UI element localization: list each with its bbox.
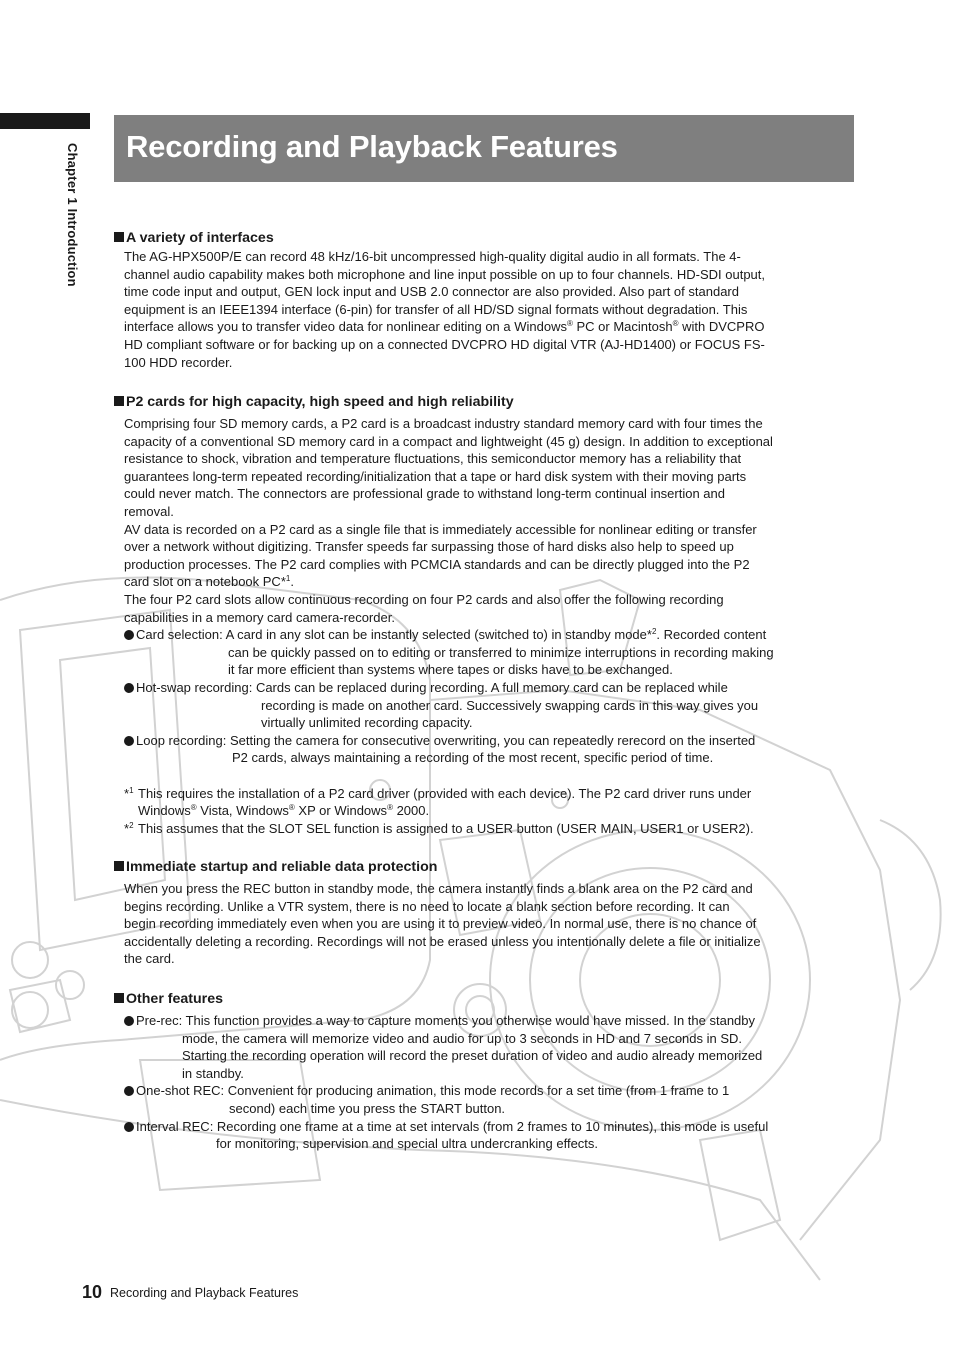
round-bullet-icon xyxy=(124,736,134,746)
section-startup xyxy=(114,858,858,968)
bullet-card-selection: Card selection: A card in any slot can be instantly selected (switched to) in standby mode*$^2$. Recorded content can be quickly passed on to editing or transferred to minimize interruptions in recording making it far more efficient than systems where tapes or disks have to be exchanged. xyxy=(124,626,858,679)
paragraph-line: card slot on a notebook PC*$^1$. xyxy=(124,574,294,590)
footnote-2: *$^2$ This assumes that the SLOT SEL function is assigned to a USER button (USER MAIN, USER1 or USER2). xyxy=(124,821,754,837)
footer-label: Recording and Playback Features xyxy=(110,1286,299,1300)
section-other-features xyxy=(114,990,858,1153)
round-bullet-icon xyxy=(124,1086,134,1096)
paragraph-line: channel audio capability makes both microphone and line input possible on up to four channels. HD-SDI output, xyxy=(124,266,766,282)
paragraph-line: removal. xyxy=(124,503,174,519)
square-bullet-icon xyxy=(114,232,124,242)
bullet-loop-recording: Loop recording: Setting the camera for consecutive overwriting, you can repeatedly rerecord on the inserted P2 cards, always maintaining a recording of the most recent, specific period of time. xyxy=(124,732,858,767)
title-bar xyxy=(114,115,854,182)
page-title: Recording and Playback Features xyxy=(126,129,618,164)
round-bullet-icon xyxy=(124,1016,134,1026)
paragraph-line: interface allows you to transfer video data for nonlinear editing on a Windows® PC or Macintosh® with DVCPRO xyxy=(124,319,765,335)
page-number: 10 xyxy=(82,1282,103,1302)
section-body xyxy=(114,1012,858,1153)
square-bullet-icon xyxy=(114,396,124,406)
paragraph-line: over a network without digitizing. Transfer speeds far surpassing those of hard disks also help to speed up xyxy=(124,539,734,555)
paragraph-line: guarantees long-term repeated recording/initialization that a tape or hard disk system with their moving parts xyxy=(124,468,747,484)
paragraph-line: HD compliant software or for backing up on a connected DVCPRO HD digital VTR (AJ-HD1400) or FOCUS FS- xyxy=(124,336,765,352)
paragraph-line: time code input and output, GEN lock input and USB 2.0 connector are also provided. Also part of standard xyxy=(124,284,739,300)
bullet-pre-rec: Pre-rec: This function provides a way to capture moments you otherwise would have missed. In the standby mode, the camera will memorize video and audio for up to 3 seconds in HD and 7 seconds in SD. Starting the recording operation will record the preset duration of video and audio already memorized in standby. xyxy=(124,1012,858,1082)
section-body xyxy=(114,880,858,968)
section-body xyxy=(114,248,858,371)
section-heading: Immediate startup and reliable data protection xyxy=(114,858,858,876)
paragraph-line: production processes. The P2 card complies with PCMCIA standards and can be directly plugged into the P2 xyxy=(124,556,750,572)
square-bullet-icon xyxy=(114,993,124,1003)
page-footer xyxy=(82,1282,298,1303)
paragraph-line: capabilities in a memory card camera-recorder. xyxy=(124,609,395,625)
bullet-interval-rec: Interval REC: Recording one frame at a time at set intervals (from 2 frames to 10 minutes), this mode is useful for monitoring, supervision and special ultra undercranking effects. xyxy=(124,1118,858,1153)
paragraph-line: begin recording immediately even when you are using it to preview video. In normal use, there is no chance of xyxy=(124,916,757,932)
section-p2-cards xyxy=(114,393,858,838)
chapter-tab-marker xyxy=(0,113,90,129)
round-bullet-icon xyxy=(124,630,134,640)
paragraph-line: resistance to shock, vibration and temperature fluctuations, this semiconductor memory has a reliability that xyxy=(124,451,742,467)
section-heading: P2 cards for high capacity, high speed and high reliability xyxy=(114,393,858,411)
round-bullet-icon xyxy=(124,1122,134,1132)
paragraph-line: Comprising four SD memory cards, a P2 card is a broadcast industry standard memory card with four times the xyxy=(124,416,763,431)
section-heading: A variety of interfaces xyxy=(114,229,858,247)
section-body xyxy=(114,415,858,838)
paragraph-line: begins recording. Unlike a VTR system, there is no need to locate a blank section before recording. It can xyxy=(124,898,730,914)
paragraph-line: The AG-HPX500P/E can record 48 kHz/16-bit uncompressed high-quality digital audio in all formats. The 4- xyxy=(124,249,741,264)
round-bullet-icon xyxy=(124,683,134,693)
paragraph-line: The four P2 card slots allow continuous recording on four P2 cards and also offer the following recording xyxy=(124,591,724,607)
section-interfaces xyxy=(114,229,858,371)
bullet-hot-swap: Hot-swap recording: Cards can be replaced during recording. A full memory card can be replaced while recording is made on another card. Successively swapping cards in this way gives you virtually unlimited recording capacity. xyxy=(124,679,858,732)
paragraph-line: could never match. The connectors are professional grade to withstand long-term continual insertion and xyxy=(124,486,725,502)
paragraph-line: the card. xyxy=(124,951,175,967)
chapter-label: Chapter 1 Introduction xyxy=(65,143,80,287)
bullet-one-shot-rec: One-shot REC: Convenient for producing animation, this mode records for a set time (from 1 frame to 1 second) each time you press the START button. xyxy=(124,1082,858,1117)
paragraph-line: AV data is recorded on a P2 card as a single file that is immediately accessible for nonlinear editing or transfer xyxy=(124,521,757,537)
paragraph-line: accidentally deleting a recording. Recordings will not be erased unless you intentionally delete a file or initialize xyxy=(124,933,761,949)
paragraph-line: equipment is an IEEE1394 interface (6-pin) for transfer of all HD/SD signal formats without degradation. This xyxy=(124,301,748,317)
paragraph-line: When you press the REC button in standby mode, the camera instantly finds a blank area on the P2 card and xyxy=(124,881,753,896)
section-heading: Other features xyxy=(114,990,858,1008)
paragraph-line: 100 HDD recorder. xyxy=(124,354,233,370)
paragraph-line: capacity of a conventional SD memory card in a compact and lightweight (45 g) design. In addition to exceptional xyxy=(124,433,773,449)
square-bullet-icon xyxy=(114,861,124,871)
footnote-1: *$^1$ This requires the installation of a P2 card driver (provided with each device). The P2 card driver runs under Windows® Vista, Windows® XP or Windows® 2000. xyxy=(124,785,752,819)
